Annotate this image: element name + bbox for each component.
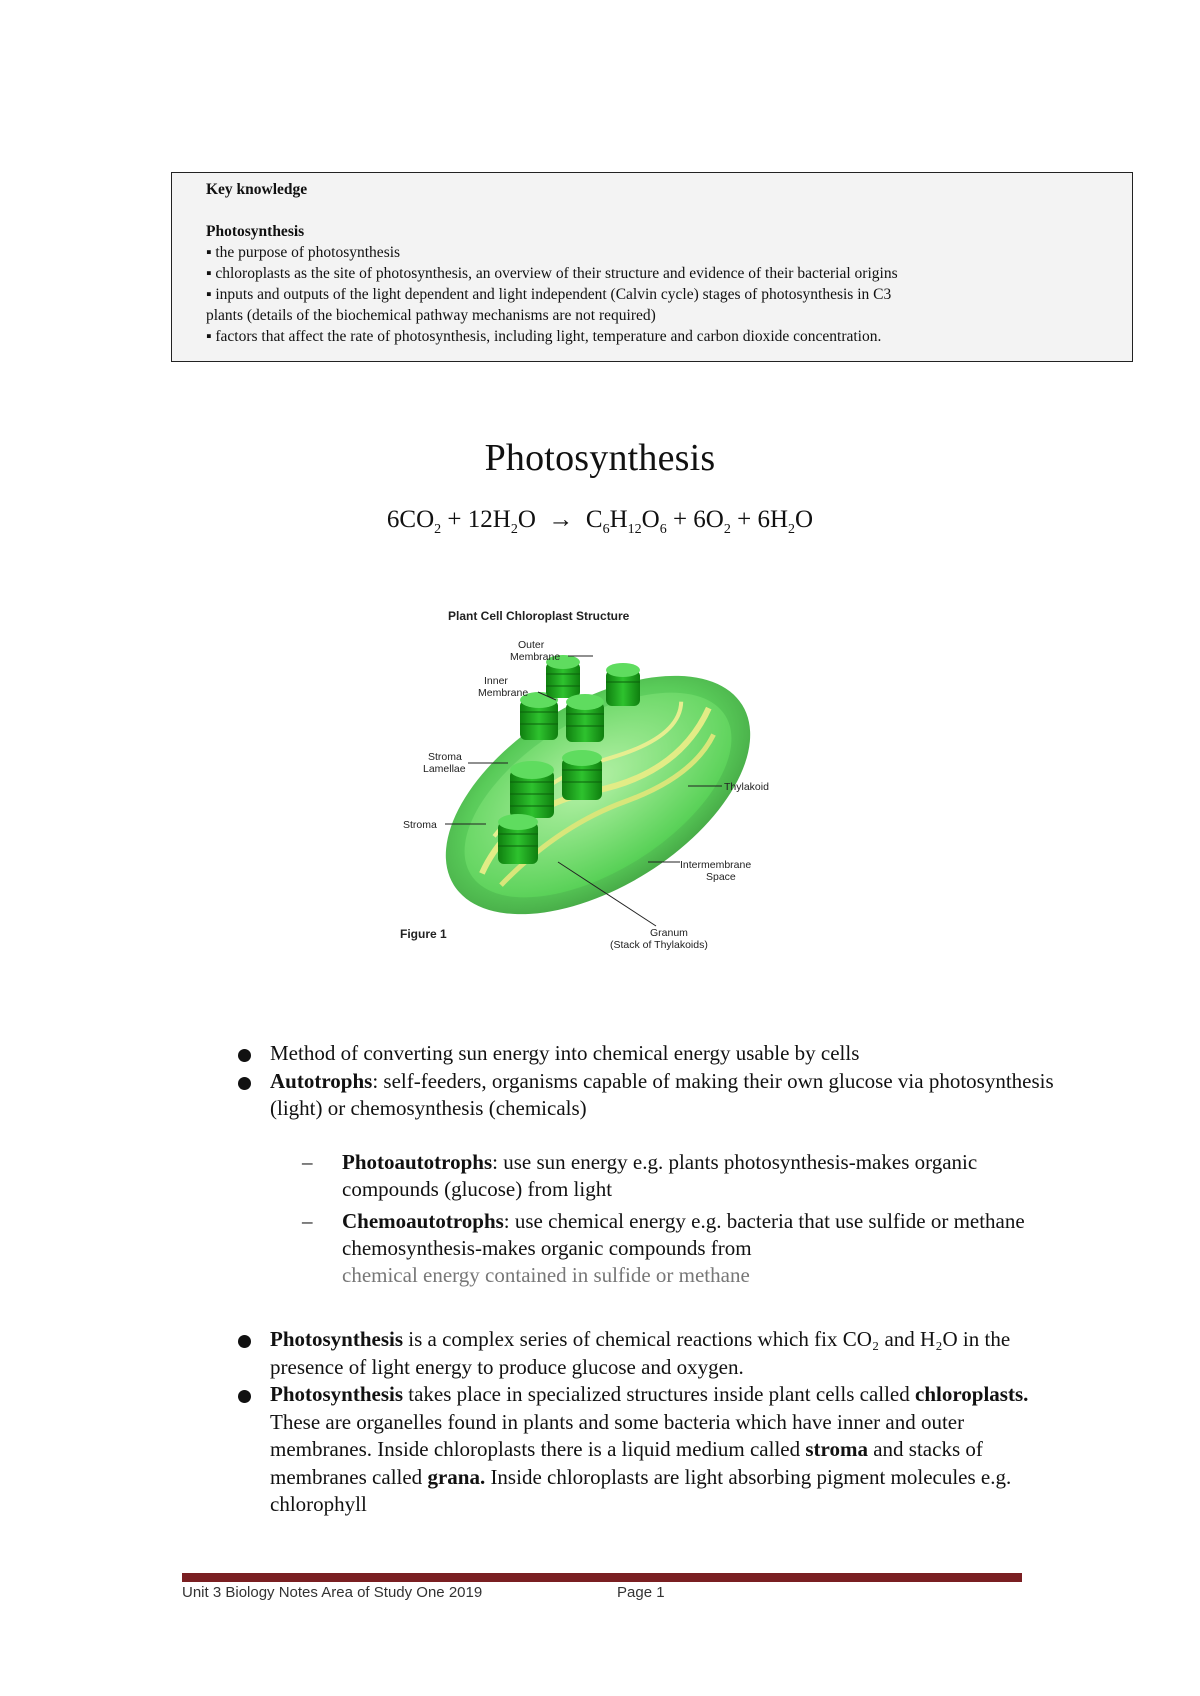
label-thylakoid: Thylakoid	[724, 781, 769, 793]
label-granum: (Stack of Thylakoids)	[610, 939, 708, 951]
key-knowledge-item: ▪ inputs and outputs of the light dependent and light independent (Calvin cycle) stages of photosynthesis in C3	[206, 286, 892, 303]
label-intermembrane-space: Intermembrane	[680, 859, 752, 871]
intro-bullets	[230, 1040, 1060, 1263]
granum-stack	[606, 663, 640, 706]
key-knowledge-box	[171, 172, 1133, 362]
granum-stack	[498, 814, 538, 864]
granum-stack	[566, 694, 604, 742]
key-knowledge-heading: Key knowledge	[206, 181, 308, 198]
list-item: Photosynthesis takes place in specialized structures inside plant cells called chloroplasts. These are organelles found in plants and some bacteria which have inner and outer membranes. Inside chloroplasts there is a liquid medium called stroma and stacks of membranes called grana. Inside chloroplasts are light absorbing pigment molecules e.g. chlorophyll	[230, 1381, 1060, 1519]
label-inner-membrane: Inner	[484, 675, 508, 687]
granum-stack	[510, 761, 554, 818]
label-intermembrane-space: Space	[706, 871, 736, 883]
figure-title: Plant Cell Chloroplast Structure	[448, 609, 630, 623]
label-stroma-lamellae: Stroma	[428, 751, 462, 763]
page-number: Page 1	[617, 1584, 665, 1601]
chloroplast-diagram	[398, 600, 793, 965]
label-outer-membrane: Outer	[518, 639, 545, 651]
list-item: Autotrophs: self-feeders, organisms capable of making their own glucose via photosynthesis (light) or chemosynthesis (chemicals)	[230, 1068, 1060, 1123]
granum-stack	[520, 692, 558, 740]
label-inner-membrane: Membrane	[478, 687, 529, 699]
chloroplast-figure	[398, 600, 793, 965]
page-title: Photosynthesis	[484, 437, 716, 479]
list-item: Method of converting sun energy into chemical energy usable by cells	[230, 1040, 1060, 1068]
figure-caption: Figure 1	[400, 927, 447, 941]
sub-list-item: – Chemoautotrophs: use chemical energy e.g. bacteria that use sulfide or methane chemosynthesis-makes organic compounds from	[302, 1208, 1025, 1260]
key-knowledge-item: plants (details of the biochemical pathway mechanisms are not required)	[206, 307, 656, 324]
footer	[182, 1584, 742, 1601]
arrow-icon: →	[548, 506, 574, 533]
granum-stack	[562, 750, 602, 800]
photosynthesis-bullets	[230, 1326, 1060, 1519]
footer-title: Unit 3 Biology Notes Area of Study One 2019	[182, 1584, 483, 1601]
faded-text-line: chemical energy contained in sulfide or methane	[342, 1263, 750, 1287]
label-stroma-lamellae: Lamellae	[423, 763, 466, 775]
label-outer-membrane: Membrane	[510, 651, 561, 663]
label-stroma: Stroma	[403, 819, 437, 831]
key-knowledge-item: ▪ chloroplasts as the site of photosynthesis, an overview of their structure and evidence of their bacterial origins	[206, 265, 898, 282]
sub-list-item: – Photoautotrophs: use sun energy e.g. plants photosynthesis-makes organic compounds (glucose) from light	[302, 1149, 978, 1201]
photosynthesis-equation: $6CO_2 + 12H_2O \to C_6H_{12}O_6 + 6O_2 + 6H_2O$	[386, 506, 814, 537]
label-granum: Granum	[650, 927, 688, 939]
footer-bar	[182, 1573, 1022, 1582]
key-knowledge-item: ▪ the purpose of photosynthesis	[206, 244, 401, 261]
key-knowledge-item: ▪ factors that affect the rate of photosynthesis, including light, temperature and carbon dioxide concentration.	[206, 328, 882, 345]
key-knowledge-subheading: Photosynthesis	[206, 223, 305, 240]
list-item: Photosynthesis is a complex series of chemical reactions which fix CO₂ and H₂O in the presence of light energy to produce glucose and oxygen.	[230, 1326, 1060, 1381]
